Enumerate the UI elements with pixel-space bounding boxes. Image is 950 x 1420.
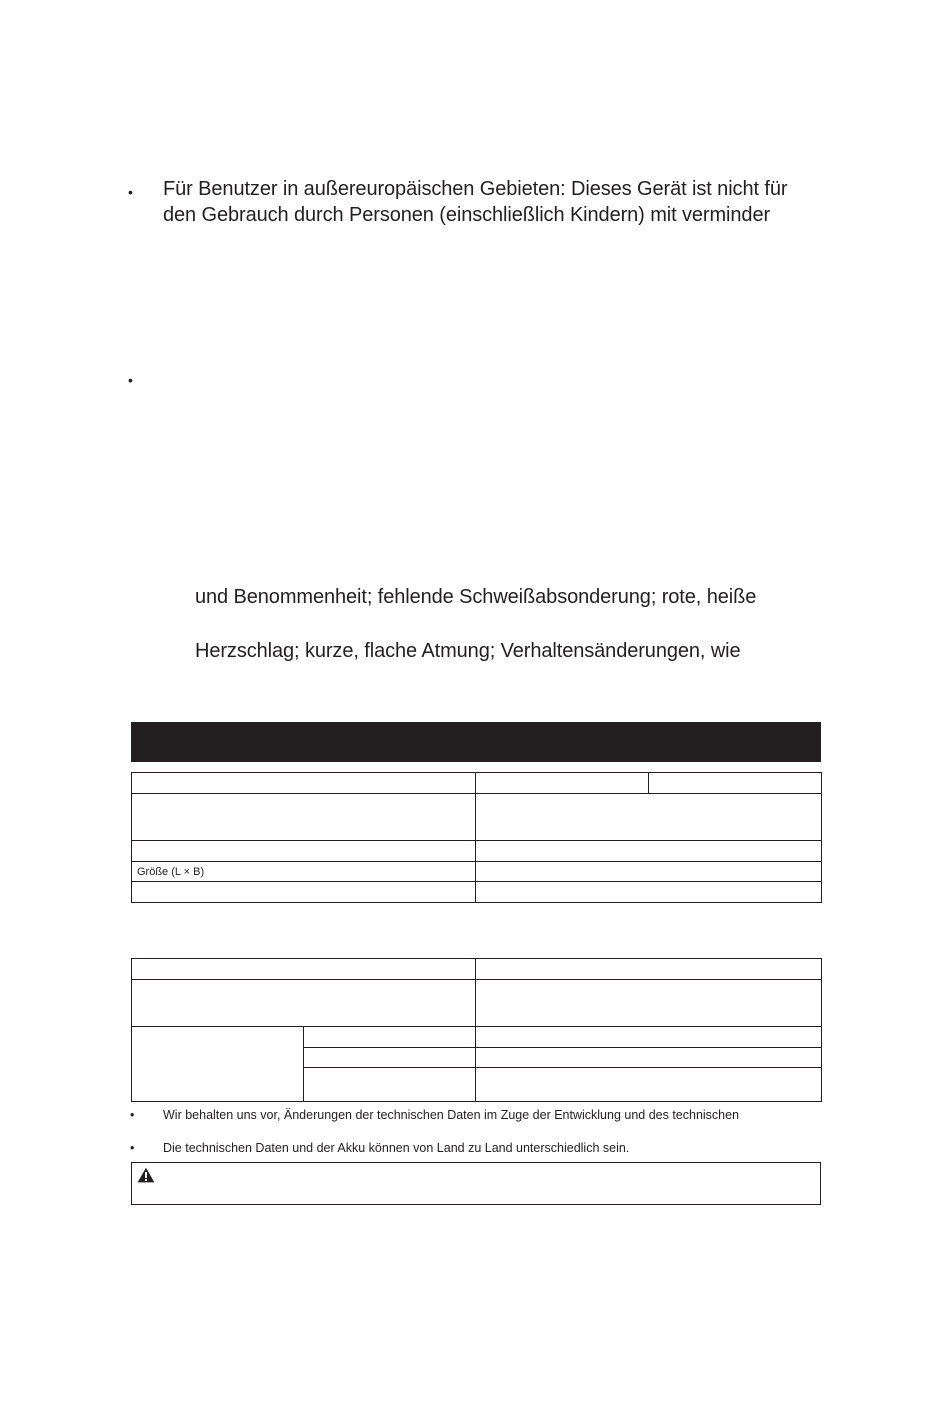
table-row [132, 862, 822, 882]
intro-bullet: • [128, 184, 133, 200]
table-cell [132, 980, 476, 1027]
note-bullet-2: • [130, 1141, 135, 1155]
table-cell [132, 773, 476, 794]
intro-line-2: den Gebrauch durch Personen (einschließlich Kindern) mit verminder [163, 204, 771, 226]
spec-table-1 [131, 772, 822, 903]
table-row [132, 773, 822, 794]
note-text-1: Wir behalten uns vor, Änderungen der technischen Daten im Zuge der Entwicklung und des technischen [163, 1108, 740, 1122]
table-row [132, 980, 822, 1027]
table-cell [476, 980, 822, 1027]
table-cell [132, 1027, 304, 1102]
table-cell [304, 1068, 476, 1102]
section-heading-bar [131, 722, 821, 762]
table-cell [476, 959, 822, 980]
table-cell [476, 841, 822, 862]
table-cell [476, 882, 822, 903]
intro-line-1: Für Benutzer in außereuropäischen Gebieten: Dieses Gerät ist nicht für [163, 178, 788, 200]
table-cell [132, 841, 476, 862]
table-cell [304, 1027, 476, 1048]
table-row [132, 794, 822, 841]
spec-table-2 [131, 958, 822, 1102]
table-row [132, 841, 822, 862]
symptoms-line-2: Herzschlag; kurze, flache Atmung; Verhaltensänderungen, wie [195, 640, 741, 662]
table-row [132, 882, 822, 903]
table-cell [132, 882, 476, 903]
second-bullet: • [128, 372, 133, 388]
size-label-cell: Größe (L × B) [132, 862, 476, 882]
symptoms-line-1: und Benommenheit; fehlende Schweißabsonderung; rote, heiße [195, 586, 757, 608]
table-cell [476, 1027, 822, 1048]
note-bullet-1: • [130, 1108, 135, 1122]
table-cell [476, 773, 649, 794]
table-row [132, 1027, 822, 1048]
table-cell [476, 1068, 822, 1102]
warning-triangle-icon [137, 1167, 155, 1183]
table-cell [132, 794, 476, 841]
table-cell [476, 862, 822, 882]
table-cell [649, 773, 822, 794]
table-row [132, 959, 822, 980]
table-cell [476, 794, 822, 841]
table-cell [476, 1048, 822, 1068]
table-cell [132, 959, 476, 980]
warning-box [131, 1162, 821, 1205]
table-cell [304, 1048, 476, 1068]
note-text-2: Die technischen Daten und der Akku können von Land zu Land unterschiedlich sein. [163, 1141, 630, 1155]
